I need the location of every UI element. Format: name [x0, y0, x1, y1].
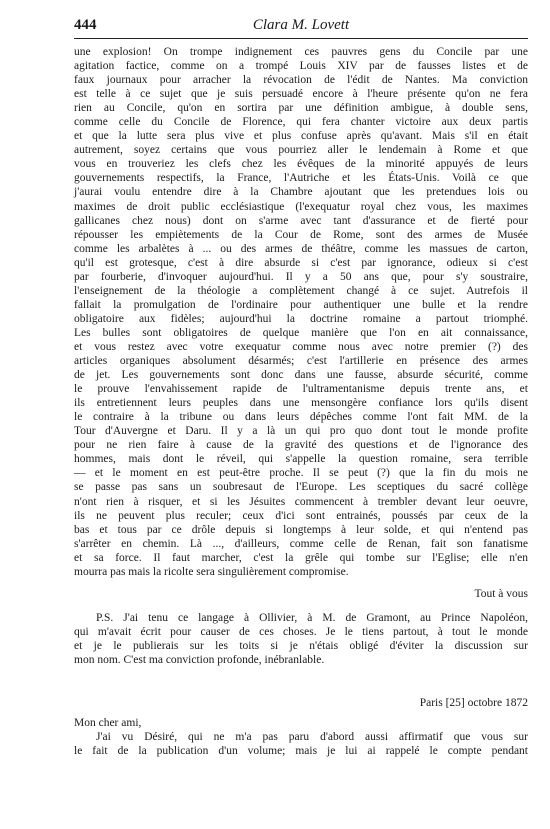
- text-line: le prouve l'envahissement rapide de l'ultramentanisme depuis trente ans, et: [74, 383, 528, 396]
- text-line: J'ai vu Désiré, qui ne m'a pas paru d'abord aussi affirmatif que vous sur: [96, 731, 528, 744]
- text-line: et que la lutte sera plus vive et plus confuse après qu'avant. Mais s'il en était: [74, 130, 528, 143]
- text-line: se passe pas sans un soubresaut de l'Europe. Les sceptiques du sacré collège: [74, 481, 528, 494]
- running-head: Clara M. Lovett: [252, 17, 350, 33]
- text-line: est telle à ce sujet que je suis persuadé encore à l'heure présente qu'on ne fera: [74, 88, 528, 101]
- page-body: [74, 45, 528, 758]
- text-line: comme les arbalètes à ... ou des armes de théâtre, comme les massues de carton,: [74, 242, 528, 255]
- letter-body: [74, 45, 528, 579]
- text-line: ils ne peuvent plus reculer; ceux d'ici sont entrainés, poussés par ceux de la: [74, 509, 528, 522]
- text-line: une explosion! On trompe indignement ces pauvres gens du Concile par une: [74, 46, 528, 58]
- text-line: de jet. Les gouvernements sont donc dans une fausse, absurde sécurité, comme: [74, 369, 528, 382]
- text-line: bas et tous par ce drôle depuis si longtemps à leur solde, et qui n'entend pas: [74, 523, 528, 536]
- text-line: faux journaux pour arracher la révocation de l'édit de Nantes. Ma conviction: [74, 74, 528, 87]
- text-line: pour ne rien faire à cause de la gravité des questions et de l'ignorance des: [74, 439, 528, 452]
- text-line: gouvernements respectifs, la France, l'Autriche et les États-Unis. Voilà ce que: [74, 172, 528, 185]
- text-line: l'enseignement de la théologie a complètement changé à ce sujet. Autrefois il: [74, 284, 528, 297]
- text-line: Les bulles sont obligatoires de quelque manière que l'on en ait connaissance,: [74, 326, 528, 339]
- text-line: qu'il est grotesque, c'est à dire absurde si c'est par ignorance, odieux si c'est: [74, 256, 528, 269]
- text-line: autrement, soyez certains que vous pourriez aller le lendemain à Rome et que: [74, 144, 528, 157]
- dateline: Paris [25] octobre 1872: [419, 697, 528, 710]
- text-line: et vous restez avec votre exequatur comme nous avec notre premier (?) des: [74, 340, 528, 353]
- text-line: — et le moment en est peut-être proche. Il se peut (?) que la fin du mois ne: [74, 467, 528, 480]
- postscript-line: P.S. J'ai tenu ce langage à Ollivier, à M. de Gramont, au Prince Napoléon,: [96, 611, 528, 624]
- closing: Tout à vous: [474, 587, 528, 600]
- text-line: vous en trouveriez les clefs chez les évêques de la minorité appuyés de leurs: [74, 158, 528, 171]
- text-line: j'aurai voulu entendre dire à la Chambre ajoutant que les pretendues lois ou: [74, 186, 528, 199]
- text-line: gallicanes chez nous) dont on s'arme avec tant d'assurance et de fierté pour: [74, 214, 528, 227]
- postscript: [74, 611, 528, 667]
- text-line: par fourberie, d'invoquer aujourd'hui. Il y a 50 ans que, pour s'y soustraire,: [74, 270, 528, 283]
- text-line: agitation factice, comme on a trompé Louis XIV par de fausses listes et de: [74, 60, 528, 73]
- text-line: le contraire à la tribune ou dans leurs dépêches comme l'ont fait MM. de la: [74, 411, 528, 424]
- text-line: Tour d'Auvergne et Daru. Il y a là un qui pro quo dont tout le monde profite: [74, 425, 528, 438]
- postscript-line: et je le publierais sur les toits si je n'étais obligé d'éviter la discussion sur: [74, 639, 528, 652]
- page-header: [74, 14, 528, 39]
- text-line: rien au Concile, qu'on en sortira par une définition ambigue, à double sens,: [74, 102, 528, 115]
- text-line: répousser les empiètements de la Cour de Rome, sont des armes de Musée: [74, 228, 528, 241]
- next-letter: [74, 730, 528, 758]
- text-line: mourra pas mais la ricolte sera singulièrement compromise.: [74, 565, 349, 578]
- text-line: le fait de la publication d'un volume; mais je lui ai rappelé le compte pendant: [74, 745, 528, 758]
- text-line: maximes de droit public ecclésiastique (l'exequatur royal chez vous, les maximes: [74, 200, 528, 213]
- text-line: obligatoire aux fidèles; aujourd'hui la doctrine romaine a partout triomphé.: [74, 312, 528, 325]
- text-line: n'ont rien à risquer, et si les Jésuites commencent à trembler devant leur oeuvre,: [74, 495, 528, 508]
- postscript-line: qui m'avait écrit pour causer de ces choses. Je le tiens partout, à tout le monde: [74, 625, 528, 638]
- page-number: 444: [74, 17, 97, 33]
- postscript-line: mon nom. C'est ma conviction profonde, inébranlable.: [74, 653, 325, 666]
- salutation: Mon cher ami,: [74, 717, 142, 730]
- text-line: fallait la promulgation de l'ordinaire pour authentiquer une bulle et la rendre: [74, 298, 528, 311]
- text-line: s'arrêter en chemin. Là ..., d'ailleurs, comme celle de Renan, fait son fanatisme: [74, 537, 528, 550]
- text-line: articles organiques absolument désarmés; c'est l'artillerie en présence des armes: [74, 355, 528, 368]
- text-line: hommes, mais dont le réveil, qui s'appelle la question romaine, sera terrible: [74, 453, 528, 466]
- text-line: et sa force. Il faut marcher, c'est la grêle qui tombe sur l'Eglise; elle n'en: [74, 551, 528, 564]
- text-line: comme celle du Concile de Florence, qui fera chanter victoire aux deux partis: [74, 116, 528, 129]
- text-line: ils entretiennent leurs peuples dans une mensongère confiance lors qu'ils disent: [74, 397, 528, 410]
